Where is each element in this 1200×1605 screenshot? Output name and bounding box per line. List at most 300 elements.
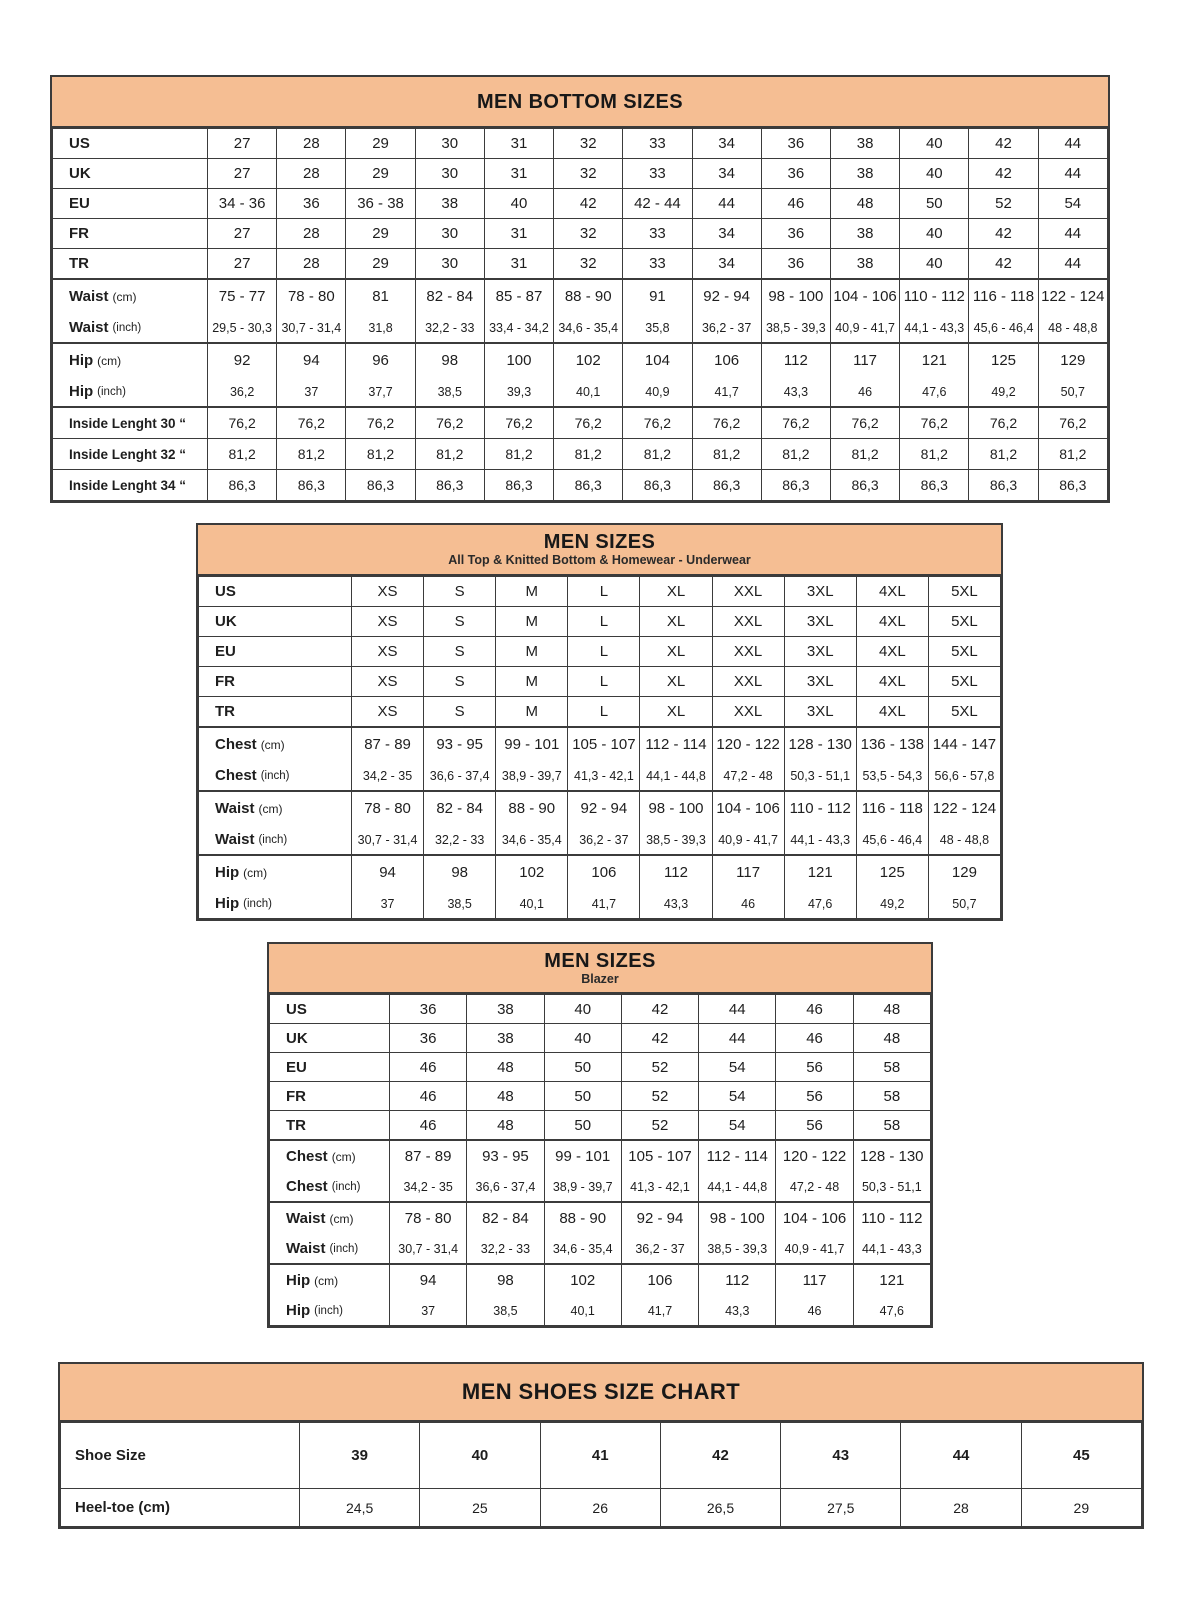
measure-unit: (inch) (258, 833, 288, 846)
men-bottom-sizes-table (50, 75, 1110, 503)
value-cell: 3XL (784, 607, 856, 637)
measure-cell: 110 - 112 44,1 - 43,3 (853, 1202, 930, 1264)
measure-cell: 100 39,3 (484, 343, 553, 407)
table-row-inside-lenght-30 (53, 407, 1108, 439)
value-cell: 58 (853, 1082, 930, 1111)
value-cell: L (568, 577, 640, 607)
table-row-shoe-size (61, 1423, 1142, 1489)
measure-cell: 110 - 112 44,1 - 43,3 (784, 791, 856, 855)
value-cell: 38 (830, 249, 899, 280)
value-cell: 54 (699, 1111, 776, 1141)
value-cell: 28 (901, 1489, 1021, 1527)
value-cell: 33 (623, 159, 692, 189)
row-label: TR (199, 697, 352, 728)
table-row-uk (199, 607, 1001, 637)
measure-cell: 94 37 (277, 343, 346, 407)
value-cell: 81,2 (969, 439, 1038, 470)
table-title: MEN SHOES SIZE CHART (461, 1378, 741, 1404)
value-cell: 5XL (928, 697, 1000, 728)
value-cell: 40 (420, 1423, 540, 1489)
measure-unit: (cm) (258, 801, 283, 816)
value-cell: 86,3 (761, 470, 830, 501)
value-cell: 52 (621, 1111, 698, 1141)
value-cell: 81,2 (761, 439, 830, 470)
table-row-uk (53, 159, 1108, 189)
row-label: Heel-toe (cm) (61, 1489, 300, 1527)
value-cell: 38 (467, 995, 544, 1024)
value-cell: 50 (900, 189, 969, 219)
measure-cell: 102 40,1 (496, 855, 568, 919)
value-cell: 5XL (928, 637, 1000, 667)
measure-name: Chest (215, 736, 257, 753)
measure-cell: 88 - 90 34,6 - 35,4 (544, 1202, 621, 1264)
measure-name: Waist (286, 1240, 326, 1257)
row-label (270, 1140, 390, 1202)
table-row-fr (53, 219, 1108, 249)
value-cell: 27,5 (781, 1489, 901, 1527)
measure-cell: 98 - 100 38,5 - 39,3 (699, 1202, 776, 1264)
value-cell: 27 (208, 219, 277, 249)
value-cell: L (568, 607, 640, 637)
table-row-waist (270, 1202, 931, 1264)
value-cell: XL (640, 667, 712, 697)
measure-cell: 112 43,3 (699, 1264, 776, 1326)
value-cell: 34 (692, 219, 761, 249)
table-row-eu (270, 1053, 931, 1082)
value-cell: 76,2 (761, 407, 830, 439)
value-cell: 86,3 (277, 470, 346, 501)
value-cell: 43 (781, 1423, 901, 1489)
measure-cell: 106 41,7 (692, 343, 761, 407)
value-cell: 40 (544, 995, 621, 1024)
measure-name: Chest (286, 1178, 328, 1195)
size-grid (52, 128, 1108, 501)
value-cell: 86,3 (554, 470, 623, 501)
measure-unit: (cm) (260, 737, 285, 752)
measure-name: Hip (215, 895, 240, 912)
value-cell: 76,2 (692, 407, 761, 439)
value-cell: 28 (277, 159, 346, 189)
value-cell: 32 (554, 249, 623, 280)
value-cell: 36 (390, 995, 467, 1024)
value-cell: 81,2 (554, 439, 623, 470)
value-cell: XXL (712, 667, 784, 697)
measure-unit: (inch) (243, 897, 272, 910)
value-cell: 81,2 (692, 439, 761, 470)
measure-cell: 122 - 124 48 - 48,8 (1038, 279, 1107, 343)
measure-cell: 98 - 100 38,5 - 39,3 (761, 279, 830, 343)
value-cell: 4XL (856, 607, 928, 637)
value-cell: 30 (415, 219, 484, 249)
value-cell: 86,3 (692, 470, 761, 501)
row-label: EU (53, 189, 208, 219)
value-cell: 38 (467, 1024, 544, 1053)
value-cell: 52 (621, 1082, 698, 1111)
value-cell: 32 (554, 159, 623, 189)
size-grid (198, 576, 1001, 919)
value-cell: S (424, 697, 496, 728)
value-cell: 32 (554, 219, 623, 249)
value-cell: 48 (467, 1053, 544, 1082)
value-cell: 76,2 (969, 407, 1038, 439)
value-cell: 27 (208, 249, 277, 280)
table-title: MEN BOTTOM SIZES (476, 90, 684, 113)
value-cell: 4XL (856, 697, 928, 728)
table-subtitle: All Top & Knitted Bottom & Homewear - Underwear (448, 553, 751, 568)
measure-name: Hip (286, 1302, 311, 1319)
value-cell: 48 (467, 1111, 544, 1141)
value-cell: 44 (901, 1423, 1021, 1489)
value-cell: L (568, 637, 640, 667)
value-cell: 33 (623, 249, 692, 280)
measure-cell: 125 49,2 (856, 855, 928, 919)
row-label (53, 279, 208, 343)
size-grid (60, 1422, 1142, 1527)
value-cell: 86,3 (969, 470, 1038, 501)
measure-cell: 121 47,6 (853, 1264, 930, 1326)
measure-cell: 93 - 95 36,6 - 37,4 (424, 727, 496, 791)
value-cell: XXL (712, 607, 784, 637)
value-cell: 58 (853, 1053, 930, 1082)
measure-unit: (cm) (243, 865, 268, 880)
value-cell: 42 (660, 1423, 780, 1489)
measure-cell: 91 35,8 (623, 279, 692, 343)
value-cell: 56 (776, 1053, 853, 1082)
measure-cell: 129 50,7 (928, 855, 1000, 919)
measure-unit: (inch) (331, 1180, 361, 1193)
value-cell: S (424, 607, 496, 637)
measure-cell: 92 - 94 36,2 - 37 (568, 791, 640, 855)
measure-unit: (cm) (97, 353, 122, 368)
measure-cell: 112 43,3 (761, 343, 830, 407)
row-label: Inside Lenght 32 “ (53, 439, 208, 470)
measure-name: Hip (215, 864, 240, 881)
table-row-eu (53, 189, 1108, 219)
measure-cell: 88 - 90 34,6 - 35,4 (554, 279, 623, 343)
value-cell: M (496, 637, 568, 667)
measure-name: Hip (286, 1272, 311, 1289)
row-label: US (270, 995, 390, 1024)
value-cell: 81,2 (900, 439, 969, 470)
value-cell: 42 (621, 995, 698, 1024)
table-header (198, 525, 1001, 576)
measure-cell: 117 46 (776, 1264, 853, 1326)
value-cell: 44 (692, 189, 761, 219)
measure-unit: (inch) (97, 385, 126, 398)
measure-cell: 104 - 106 40,9 - 41,7 (830, 279, 899, 343)
value-cell: 81,2 (277, 439, 346, 470)
measure-cell: 121 47,6 (900, 343, 969, 407)
value-cell: 5XL (928, 577, 1000, 607)
row-label (53, 343, 208, 407)
measure-cell: 94 37 (352, 855, 424, 919)
value-cell: 38 (830, 129, 899, 159)
value-cell: 36 (277, 189, 346, 219)
men-shoes-size-chart-table (58, 1362, 1144, 1529)
measure-unit: (inch) (329, 1242, 359, 1255)
value-cell: 25 (420, 1489, 540, 1527)
measure-cell: 82 - 84 32,2 - 33 (424, 791, 496, 855)
measure-name: Waist (69, 288, 109, 305)
measure-unit: (inch) (260, 769, 290, 782)
table-row-uk (270, 1024, 931, 1053)
table-row-eu (199, 637, 1001, 667)
measure-unit: (inch) (314, 1304, 343, 1317)
measure-cell: 98 38,5 (467, 1264, 544, 1326)
value-cell: S (424, 637, 496, 667)
value-cell: 46 (390, 1111, 467, 1141)
measure-cell: 117 46 (830, 343, 899, 407)
table-row-tr (53, 249, 1108, 280)
measure-cell: 92 - 94 36,2 - 37 (692, 279, 761, 343)
value-cell: 44 (1038, 129, 1107, 159)
value-cell: XXL (712, 637, 784, 667)
measure-unit: (inch) (112, 321, 142, 334)
value-cell: 30 (415, 159, 484, 189)
row-label: UK (199, 607, 352, 637)
value-cell: 29 (1021, 1489, 1141, 1527)
value-cell: 36 - 38 (346, 189, 415, 219)
value-cell: 33 (623, 219, 692, 249)
value-cell: 48 (853, 1024, 930, 1053)
value-cell: M (496, 577, 568, 607)
value-cell: XS (352, 577, 424, 607)
value-cell: 34 - 36 (208, 189, 277, 219)
measure-cell: 128 - 130 50,3 - 51,1 (853, 1140, 930, 1202)
value-cell: 40 (900, 159, 969, 189)
measure-cell: 94 37 (390, 1264, 467, 1326)
value-cell: 86,3 (415, 470, 484, 501)
value-cell: 38 (830, 219, 899, 249)
value-cell: 38 (415, 189, 484, 219)
value-cell: 81,2 (830, 439, 899, 470)
value-cell: 28 (277, 129, 346, 159)
value-cell: 86,3 (1038, 470, 1107, 501)
value-cell: 86,3 (900, 470, 969, 501)
value-cell: 40 (900, 129, 969, 159)
row-label: TR (53, 249, 208, 280)
value-cell: 81,2 (484, 439, 553, 470)
value-cell: 24,5 (300, 1489, 420, 1527)
value-cell: 26,5 (660, 1489, 780, 1527)
value-cell: 52 (621, 1053, 698, 1082)
value-cell: 29 (346, 159, 415, 189)
value-cell: 31 (484, 159, 553, 189)
value-cell: 54 (699, 1082, 776, 1111)
value-cell: 33 (623, 129, 692, 159)
measure-name: Hip (69, 352, 94, 369)
measure-cell: 93 - 95 36,6 - 37,4 (467, 1140, 544, 1202)
measure-cell: 99 - 101 38,9 - 39,7 (544, 1140, 621, 1202)
measure-cell: 129 50,7 (1038, 343, 1107, 407)
value-cell: 58 (853, 1111, 930, 1141)
measure-unit: (cm) (329, 1211, 354, 1226)
table-subtitle: Blazer (581, 971, 619, 986)
value-cell: 29 (346, 249, 415, 280)
value-cell: 44 (699, 1024, 776, 1053)
value-cell: 42 (969, 159, 1038, 189)
value-cell: 76,2 (623, 407, 692, 439)
value-cell: 42 (969, 249, 1038, 280)
value-cell: 30 (415, 129, 484, 159)
measure-name: Waist (69, 319, 109, 336)
row-label: UK (270, 1024, 390, 1053)
value-cell: 32 (554, 129, 623, 159)
value-cell: 76,2 (900, 407, 969, 439)
value-cell: XS (352, 697, 424, 728)
measure-cell: 87 - 89 34,2 - 35 (352, 727, 424, 791)
measure-cell: 98 38,5 (424, 855, 496, 919)
measure-cell: 112 43,3 (640, 855, 712, 919)
value-cell: 5XL (928, 667, 1000, 697)
value-cell: 27 (208, 159, 277, 189)
value-cell: 52 (969, 189, 1038, 219)
table-row-inside-lenght-34 (53, 470, 1108, 501)
measure-name: Waist (215, 831, 255, 848)
value-cell: 26 (540, 1489, 660, 1527)
row-label: US (53, 129, 208, 159)
value-cell: 3XL (784, 667, 856, 697)
value-cell: 3XL (784, 697, 856, 728)
row-label: EU (270, 1053, 390, 1082)
measure-cell: 144 - 147 56,6 - 57,8 (928, 727, 1000, 791)
value-cell: 50 (544, 1053, 621, 1082)
measure-cell: 99 - 101 38,9 - 39,7 (496, 727, 568, 791)
table-row-us (199, 577, 1001, 607)
value-cell: 40 (484, 189, 553, 219)
table-row-hip (53, 343, 1108, 407)
measure-cell: 92 - 94 36,2 - 37 (621, 1202, 698, 1264)
row-label (199, 727, 352, 791)
value-cell: 3XL (784, 577, 856, 607)
measure-cell: 92 36,2 (208, 343, 277, 407)
value-cell: 28 (277, 219, 346, 249)
measure-cell: 78 - 80 30,7 - 31,4 (352, 791, 424, 855)
value-cell: 48 (853, 995, 930, 1024)
table-row-heel-toe-cm (61, 1489, 1142, 1527)
value-cell: 41 (540, 1423, 660, 1489)
value-cell: 29 (346, 129, 415, 159)
value-cell: 86,3 (830, 470, 899, 501)
value-cell: 39 (300, 1423, 420, 1489)
measure-cell: 104 40,9 (623, 343, 692, 407)
value-cell: 46 (390, 1082, 467, 1111)
value-cell: M (496, 607, 568, 637)
table-header (269, 944, 931, 994)
value-cell: 46 (776, 1024, 853, 1053)
measure-cell: 75 - 77 29,5 - 30,3 (208, 279, 277, 343)
value-cell: 86,3 (484, 470, 553, 501)
value-cell: 36 (761, 129, 830, 159)
men-sizes-tops-table (196, 523, 1003, 921)
value-cell: 34 (692, 129, 761, 159)
value-cell: 54 (1038, 189, 1107, 219)
value-cell: 54 (699, 1053, 776, 1082)
measure-cell: 104 - 106 40,9 - 41,7 (776, 1202, 853, 1264)
table-row-chest (199, 727, 1001, 791)
row-label: Shoe Size (61, 1423, 300, 1489)
value-cell: XL (640, 697, 712, 728)
measure-cell: 125 49,2 (969, 343, 1038, 407)
measure-cell: 112 - 114 44,1 - 44,8 (640, 727, 712, 791)
table-row-us (270, 995, 931, 1024)
value-cell: 81,2 (623, 439, 692, 470)
measure-cell: 128 - 130 50,3 - 51,1 (784, 727, 856, 791)
measure-unit: (cm) (112, 289, 137, 304)
value-cell: 42 - 44 (623, 189, 692, 219)
value-cell: 30 (415, 249, 484, 280)
value-cell: M (496, 697, 568, 728)
table-row-waist (199, 791, 1001, 855)
value-cell: XS (352, 637, 424, 667)
value-cell: 76,2 (277, 407, 346, 439)
measure-cell: 87 - 89 34,2 - 35 (390, 1140, 467, 1202)
table-row-chest (270, 1140, 931, 1202)
value-cell: 42 (621, 1024, 698, 1053)
table-row-waist (53, 279, 1108, 343)
measure-cell: 88 - 90 34,6 - 35,4 (496, 791, 568, 855)
men-sizes-blazer-table (267, 942, 933, 1328)
value-cell: 48 (467, 1082, 544, 1111)
value-cell: 81,2 (415, 439, 484, 470)
value-cell: 46 (390, 1053, 467, 1082)
table-row-tr (199, 697, 1001, 728)
measure-cell: 102 40,1 (554, 343, 623, 407)
value-cell: XS (352, 607, 424, 637)
value-cell: 40 (544, 1024, 621, 1053)
measure-cell: 120 - 122 47,2 - 48 (712, 727, 784, 791)
value-cell: 36 (390, 1024, 467, 1053)
measure-name: Chest (215, 767, 257, 784)
measure-cell: 102 40,1 (544, 1264, 621, 1326)
table-row-fr (270, 1082, 931, 1111)
size-grid (269, 994, 931, 1326)
value-cell: 76,2 (208, 407, 277, 439)
value-cell: 3XL (784, 637, 856, 667)
value-cell: 56 (776, 1111, 853, 1141)
value-cell: 81,2 (208, 439, 277, 470)
table-header (52, 77, 1108, 128)
measure-cell: 78 - 80 30,7 - 31,4 (277, 279, 346, 343)
table-header (60, 1364, 1142, 1422)
table-row-us (53, 129, 1108, 159)
value-cell: 44 (1038, 219, 1107, 249)
value-cell: 29 (346, 219, 415, 249)
value-cell: 56 (776, 1082, 853, 1111)
measure-cell: 82 - 84 32,2 - 33 (467, 1202, 544, 1264)
value-cell: XXL (712, 697, 784, 728)
value-cell: 81,2 (346, 439, 415, 470)
measure-cell: 98 38,5 (415, 343, 484, 407)
row-label: Inside Lenght 34 “ (53, 470, 208, 501)
row-label (199, 855, 352, 919)
row-label: UK (53, 159, 208, 189)
value-cell: XXL (712, 577, 784, 607)
value-cell: 34 (692, 159, 761, 189)
measure-cell: 82 - 84 32,2 - 33 (415, 279, 484, 343)
measure-cell: 116 - 118 45,6 - 46,4 (856, 791, 928, 855)
value-cell: 36 (761, 219, 830, 249)
value-cell: 86,3 (346, 470, 415, 501)
value-cell: 40 (900, 249, 969, 280)
value-cell: L (568, 667, 640, 697)
measure-cell: 104 - 106 40,9 - 41,7 (712, 791, 784, 855)
table-row-fr (199, 667, 1001, 697)
value-cell: 4XL (856, 667, 928, 697)
measure-cell: 117 46 (712, 855, 784, 919)
value-cell: 27 (208, 129, 277, 159)
value-cell: 44 (1038, 159, 1107, 189)
